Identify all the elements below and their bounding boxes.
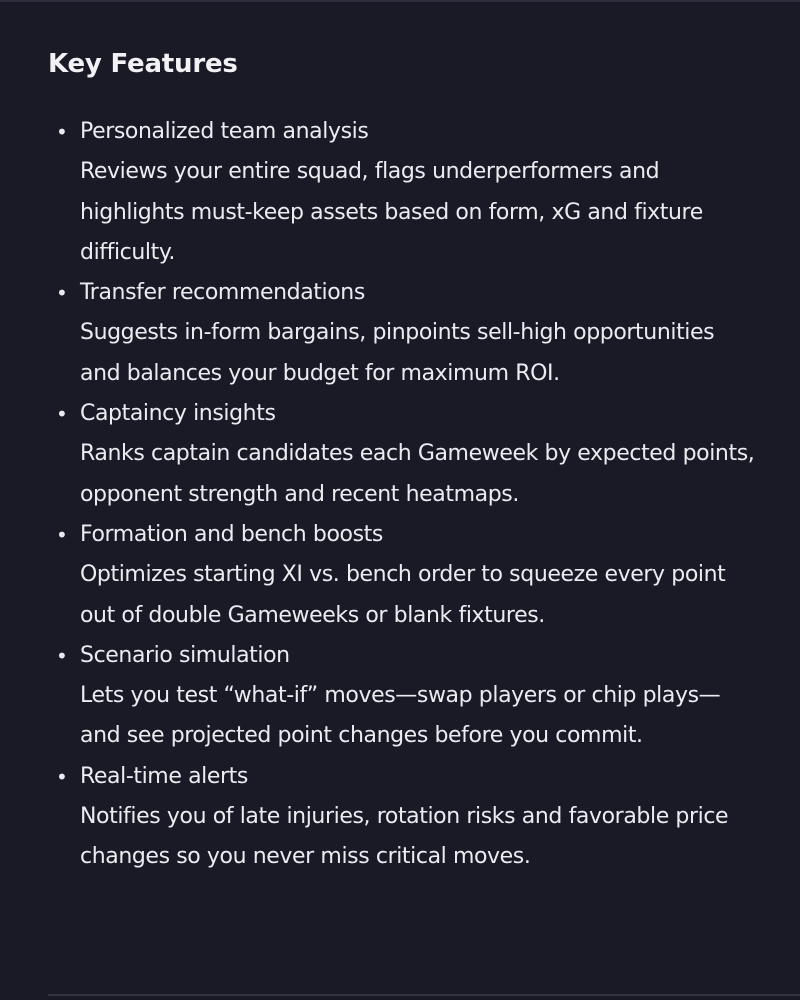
bottom-divider — [48, 994, 800, 996]
feature-item-scenario — [0, 636, 800, 757]
feature-description: Suggests in-form bargains, pinpoints sell-high opportunities and balances your budget for maximum ROI. — [80, 320, 715, 386]
bullet-icon: • — [56, 281, 68, 306]
feature-title: Captaincy insights — [80, 401, 276, 427]
feature-description: Reviews your entire squad, flags underperformers and highlights must-keep assets based on form, xG and fixture difficulty. — [80, 159, 703, 265]
bullet-icon: • — [56, 120, 68, 144]
feature-title: Real-time alerts — [80, 763, 248, 789]
feature-item-team-analysis — [0, 112, 800, 273]
feature-title: Transfer recommendations — [80, 280, 365, 306]
feature-title: Personalized team analysis — [80, 119, 369, 144]
bullet-icon: • — [56, 643, 68, 668]
bullet-icon: • — [56, 764, 68, 789]
feature-title: Formation and bench boosts — [80, 521, 383, 547]
feature-description: Ranks captain candidates each Gameweek by expected points, opponent strength and recent heatmaps. — [80, 441, 755, 507]
feature-description: Notifies you of late injuries, rotation risks and favorable price changes so you never miss critical moves. — [80, 804, 729, 870]
feature-item-captaincy — [0, 394, 800, 515]
feature-description: Lets you test “what-if” moves—swap players or chip plays—and see projected point changes before you commit. — [80, 683, 721, 749]
feature-description: Optimizes starting XI vs. bench order to squeeze every point out of double Gameweeks or blank fixtures. — [80, 562, 726, 628]
feature-title: Scenario simulation — [80, 642, 290, 668]
bullet-icon: • — [56, 522, 68, 547]
section-title: Key Features — [48, 49, 238, 79]
top-divider — [0, 0, 800, 2]
feature-item-formation — [0, 515, 800, 636]
feature-item-alerts — [0, 757, 800, 878]
bullet-icon: • — [56, 402, 68, 427]
feature-list — [0, 112, 800, 878]
feature-item-transfers — [0, 273, 800, 394]
